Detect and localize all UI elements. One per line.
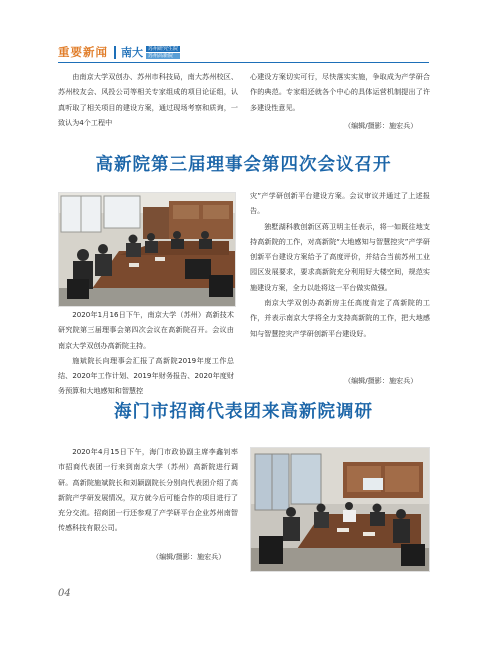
header-rule — [58, 62, 429, 63]
header-divider — [114, 46, 116, 59]
article2-credit: （编辑/摄影：施宏兵） — [152, 552, 226, 561]
brand-subtitle-1: 苏州研究生院 — [148, 45, 179, 52]
top-article-right-text: 心建设方案切实可行，尽快落实实施，争取成为产学研合作的典范。专家组还就各个中心的具体运营机制提出了许多建设性意见。 — [250, 72, 430, 112]
article1-right-text — [250, 188, 430, 341]
page-number: 04 — [58, 588, 71, 599]
article2-text — [58, 444, 238, 536]
visit-photo — [250, 447, 430, 572]
article1-credit: （编辑/摄影：施宏兵） — [344, 376, 418, 385]
brand-subtitle — [146, 45, 180, 59]
top-article-credit: （编辑/摄影：施宏兵） — [344, 121, 418, 130]
top-article-left-text: 由南京大学双创办、苏州市科技局，南大苏州校区、苏州校友会、风投公司等相关专家组成的项目论证组，认真听取了相关项目的建设方案，通过现场考察和质询，一致认为4个工程中 — [58, 72, 238, 127]
brand-subtitle-2: 苏州高新院 — [146, 53, 180, 59]
top-article-left — [58, 69, 238, 130]
article1-title: 高新院第三届理事会第四次会议召开 — [95, 155, 392, 175]
brand-logo: 南大 — [121, 46, 143, 59]
article1-left-text — [58, 307, 234, 399]
article1-left-paragraph: 2020年1月16日下午，南京大学（苏州）高新技术研究院第三届理事会第四次会议在高新院召开。会议由南京大学双创办高新院主持。 — [58, 310, 234, 350]
article1-left-paragraph: 施斌院长向理事会汇报了高新院2019年度工作总结、2020年工作计划、2019年财务报告、2020年度财务预算和大地感知和智慧控 — [58, 355, 234, 396]
article1-right-paragraph: 南京大学双创办高新房主任高度肯定了高新院的工作，并表示南京大学将全力支持高新院的工作，把大地感知与智慧控灾产学研创新平台建设好。 — [250, 298, 430, 338]
top-article-right — [250, 69, 430, 115]
section-title: 重要新闻 — [58, 45, 108, 59]
article1-right-paragraph: 独墅湖科教创新区蒋卫明主任表示，将一如既往地支持高新院的工作，对高新院“大地感知与智慧控灾”产学研创新平台建设方案给予了高度评价，并结合当前苏州工业园区发展要求，要求高新院充分利用好大楼空间，规范实施建设方案，全力以赴将这一平台做实做强。 — [250, 221, 430, 292]
section-header — [58, 44, 180, 60]
article2-title: 海门市招商代表团来高新院调研 — [114, 402, 373, 422]
meeting-photo — [58, 192, 236, 307]
article1-right-paragraph: 灾”产学研创新平台建设方案。会议审议并通过了上述报告。 — [250, 191, 430, 216]
article2-paragraph: 2020年4月15日下午，海门市政协副主席李鑫钊率市招商代表团一行来到南京大学（苏州）高新院进行调研。高新院施斌院长和刘颖副院长分别向代表团介绍了高新院产学研发展情况，双方就今后可能合作的项目进行了充分交流。招商团一行还参观了产学研平台企业苏州南智传感科技有限公司。 — [58, 447, 238, 533]
